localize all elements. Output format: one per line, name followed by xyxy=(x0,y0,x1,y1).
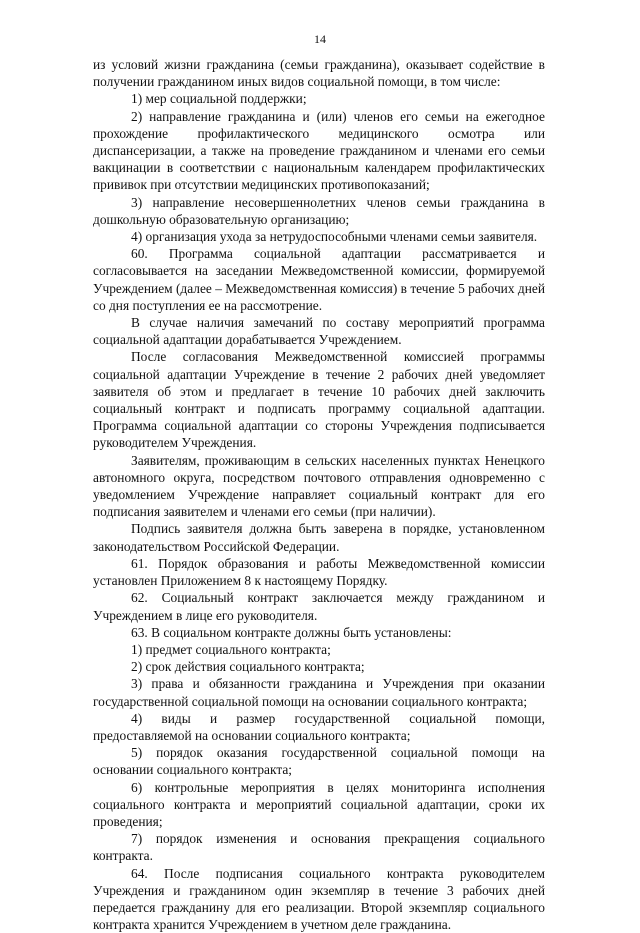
paragraph: В случае наличия замечаний по составу мероприятий программа социальной адаптации дорабатывается Учреждением. xyxy=(93,315,545,348)
paragraph: Заявителям, проживающим в сельских населенных пунктах Ненецкого автономного округа, посредством почтового отправления одновременно с уведомлением Учреждение направляет социальный контракт для его подписания заявителем и членами его семьи (при наличии). xyxy=(93,452,545,520)
list-item: 6) контрольные мероприятия в целях мониторинга исполнения социального контракта и мероприятий социальной адаптации, сроки их проведения; xyxy=(93,779,545,829)
list-item: 3) направление несовершеннолетних членов семьи гражданина в дошкольную образовательную организацию; xyxy=(93,194,545,227)
page-number: 14 xyxy=(314,32,326,46)
list-item: 5) порядок оказания государственной социальной помощи на основании социального контракта; xyxy=(93,745,545,778)
list-item: 1) мер социальной поддержки; xyxy=(131,91,307,107)
list-item: 3) права и обязанности гражданина и Учреждения при оказании государственной социальной помощи на основании социального контракта; xyxy=(93,676,545,709)
paragraph: 63. В социальном контракте должны быть установлены: xyxy=(131,624,452,640)
document-body xyxy=(93,56,545,933)
paragraph: 64. После подписания социального контракта руководителем Учреждения и гражданином один экземпляр в течение 3 рабочих дней передается гражданину для его реализации. Второй экземпляр социального контракта хранится Учреждением в учетном деле гражданина. xyxy=(93,865,545,933)
paragraph: 60. Программа социальной адаптации рассматривается и согласовывается на заседании Межведомственной комиссии, формируемой Учреждением (далее – Межведомственная комиссия) в течение 5 рабочих дней со дня поступления ее на рассмотрение. xyxy=(93,246,545,313)
list-item: 4) виды и размер государственной социальной помощи, предоставляемой на основании социального контракта; xyxy=(93,710,545,743)
list-item: 4) организация ухода за нетрудоспособными членами семьи заявителя. xyxy=(131,229,538,245)
paragraph: После согласования Межведомственной комиссией программы социальной адаптации Учреждение в течение 2 рабочих дней уведомляет заявителя об этом и предлагает в течение 10 рабочих дней заключить социальный контракт и подписать программу социальной адаптации. Программа социальной адаптации со стороны Учреждения подписывается руководителем Учреждения. xyxy=(93,349,545,451)
paragraph: 61. Порядок образования и работы Межведомственной комиссии установлен Приложением 8 к настоящему Порядку. xyxy=(93,555,545,589)
list-item: 2) срок действия социального контракта; xyxy=(131,659,365,675)
paragraph: Подпись заявителя должна быть заверена в порядке, установленном законодательством Российской Федерации. xyxy=(93,521,545,554)
list-item: 2) направление гражданина и (или) членов его семьи на ежегодное прохождение профилактического медицинского осмотра или диспансеризации, а также на проведение гражданином и членами его семьи вакцинации в соответствии с национальным календарем профилактических прививок при отсутствии медицинских противопоказаний; xyxy=(93,108,545,193)
list-item: 1) предмет социального контракта; xyxy=(131,641,331,657)
paragraph: из условий жизни гражданина (семьи гражданина), оказывает содействие в получении гражданином иных видов социальной помощи, в том числе: xyxy=(93,57,545,90)
list-item: 7) порядок изменения и основания прекращения социального контракта. xyxy=(93,831,545,864)
paragraph: 62. Социальный контракт заключается между гражданином и Учреждением в лице его руководителя. xyxy=(93,590,545,623)
